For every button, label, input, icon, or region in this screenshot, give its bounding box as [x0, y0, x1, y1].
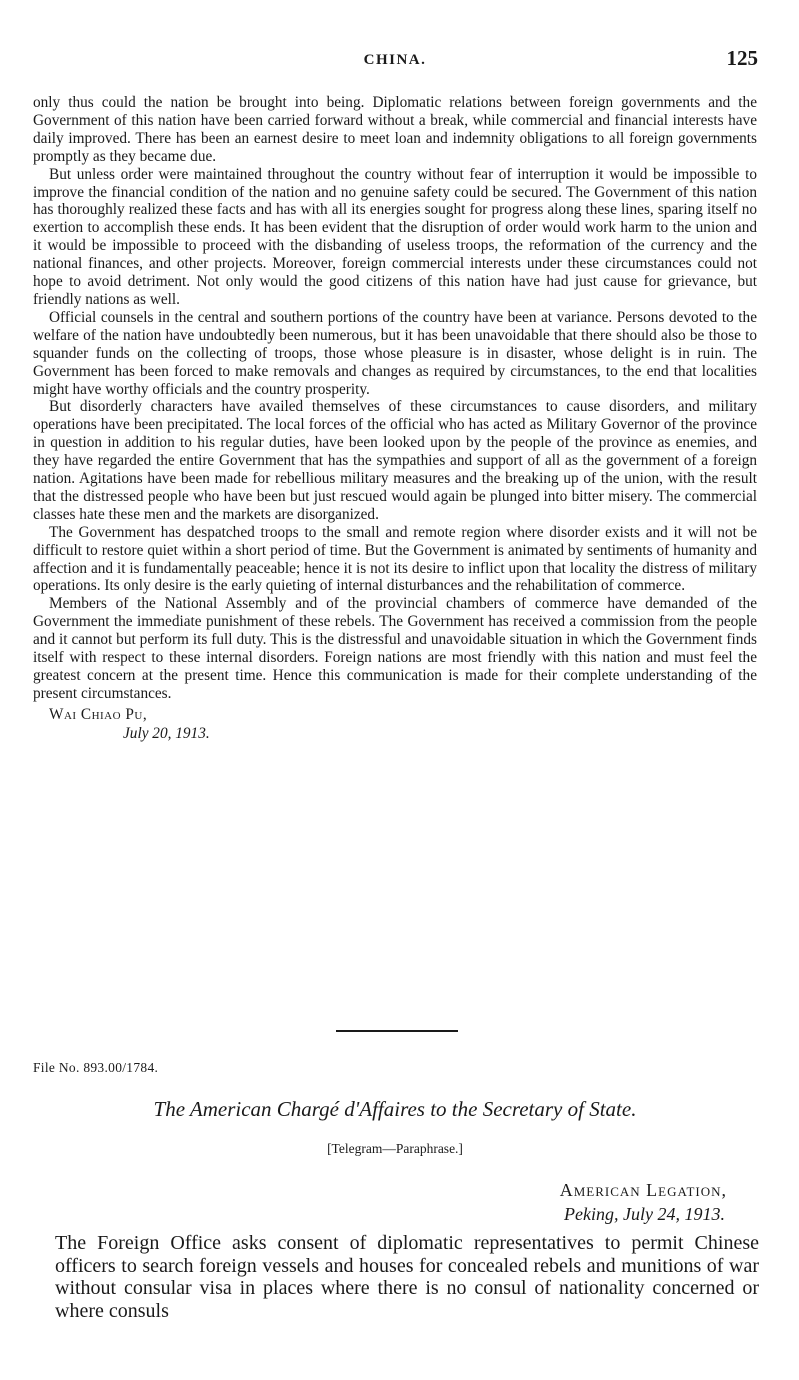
- paragraph-5: The Government has despatched troops to the small and remote region where disorder exists and it will not be difficult to restore quiet within a short period of time. But the Government is animated by sentiments of humanity and affection and it is fundamentally peaceable; hence it is not its desire to inflict upon that locality the distress of military operations. Its only desire is the early quieting of internal disturbances and the rehabilitation of commerce.: [33, 523, 757, 595]
- legation-name: American Legation,: [559, 1180, 727, 1200]
- signer: Wai Chiao Pu,: [49, 705, 148, 723]
- paragraph-3: Official counsels in the central and southern portions of the country have been at variance. Persons devoted to the welfare of the nation have undoubtedly been numerous, but it has been unavoidable that there should also be those to squander funds on the collecting of troops, those whose pleasure is in disaster, whose delight is in ruin. The Government has been forced to make removals and changes as required by circumstances, to the end that localities might have worthy officials and the country prosperity.: [33, 308, 757, 398]
- sign-date: July 20, 1913.: [123, 724, 210, 742]
- paragraph-2: But unless order were maintained throughout the country without fear of interruption it would be impossible to improve the financial condition of the nation and no genuine safety could be secured. The Government of this nation has thoroughly realized these facts and has with all its energies sought for progress along these lines, sparing itself no exertion to accomplish these ends. It has been evident that the disruption of order would work harm to the union and it would be impossible to proceed with the disbanding of useless troops, the reformation of the currency and the national finances, and other projects. Moreover, foreign commercial interests under these circumstances could not hope to avoid detriment. Not only would the good citizens of this nation have had just cause for grievance, but friendly nations as well.: [33, 165, 757, 308]
- document-heading: The American Chargé d'Affaires to the Secretary of State.: [153, 1097, 637, 1121]
- paragraph-1: only thus could the nation be brought into being. Diplomatic relations between foreign governments and the Government of this nation have been carried forward without a break, while commercial and financial interests have daily improved. There has been an earnest desire to meet loan and indemnity obligations to all foreign governments promptly as they became due.: [33, 94, 757, 165]
- telegram-text: The Foreign Office asks consent of diplomatic representatives to permit Chinese officers to search foreign vessels and houses for concealed rebels and munitions of war without consular visa in places where there is no consul of nationality concerned or where consuls: [55, 1232, 759, 1322]
- file-number: File No. 893.00/1784.: [33, 1060, 159, 1075]
- section-divider: [336, 1030, 458, 1032]
- document-body: [33, 94, 757, 743]
- document-subheading: [Telegram—Paraphrase.]: [327, 1141, 463, 1156]
- signoff: [33, 705, 757, 743]
- running-title: CHINA.: [363, 52, 427, 68]
- place-date: Peking, July 24, 1913.: [564, 1204, 725, 1224]
- legation-block: [560, 1178, 727, 1226]
- paragraph-6: Members of the National Assembly and of the provincial chambers of commerce have demanded of the Government the immediate punishment of these rebels. The Government has received a commission from the people and it cannot but perform its full duty. This is the distressful and unavoidable situation in which the Government finds itself with respect to these internal disorders. Foreign nations are most friendly with this nation and must feel the greatest concern at the present time. Hence this communication is made for their complete understanding of the present circumstances.: [33, 595, 757, 702]
- running-head: [30, 46, 760, 74]
- paragraph-4: But disorderly characters have availed themselves of these circumstances to cause disorders, and military operations have been precipitated. The local forces of the official who has acted as Military Governor of the province in question in addition to his regular duties, have been looked upon by the people of the province as enemies, and they have regarded the entire Government that has the sympathies and support of all as the government of a foreign nation. Agitations have been made for rebellious military measures and the breaking up of the union, with the result that the distressed people who have been but just rescued would again be plunged into bitter misery. The commercial classes hate these men and the markets are disorganized.: [33, 398, 757, 523]
- page-number: 125: [726, 46, 758, 70]
